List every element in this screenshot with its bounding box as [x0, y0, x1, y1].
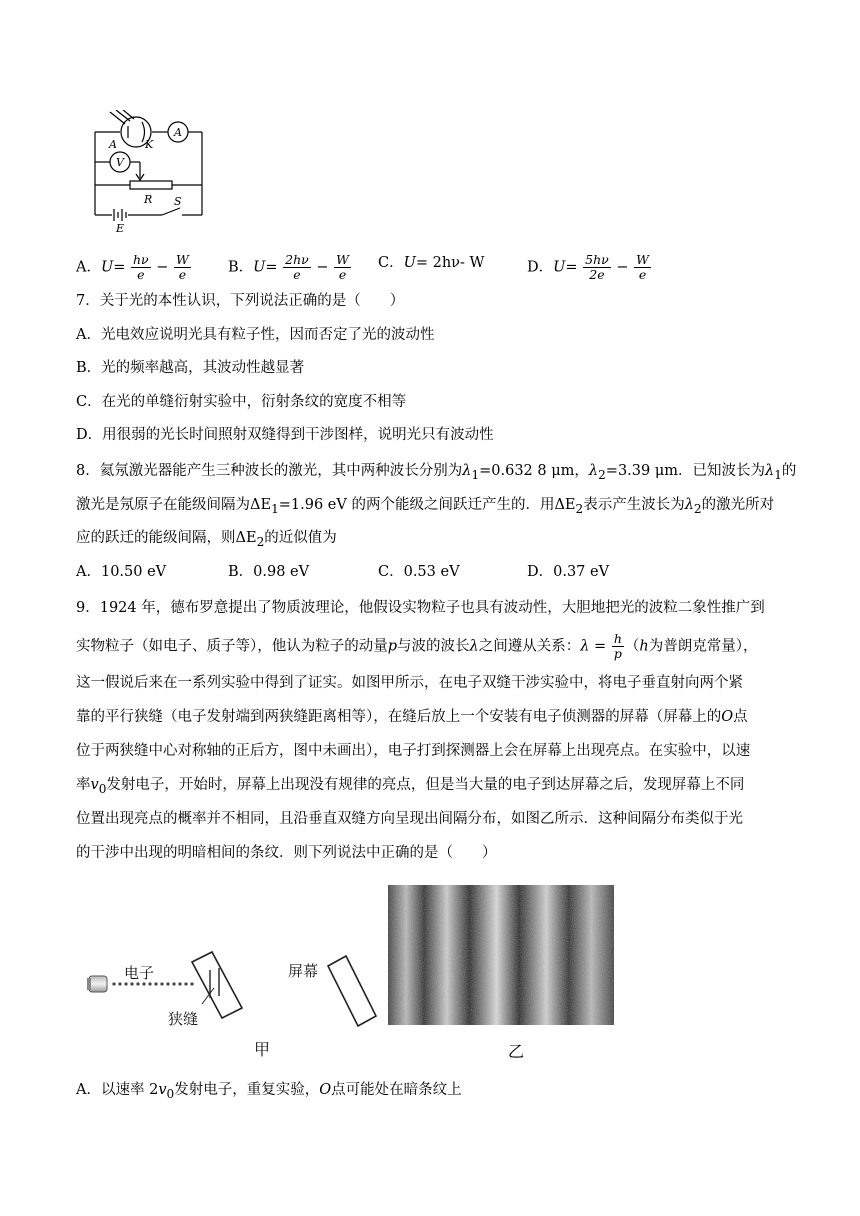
- screen-label: 屏幕: [288, 962, 319, 980]
- q8-option-c[interactable]: C．0.53 eV: [378, 564, 460, 580]
- circuit-diagram: [80, 110, 210, 235]
- q9-stem-line6: 率$v_0$发射电子，开始时，屏幕上出现没有规律的亮点，但是当大量的电子到达屏幕之后，发现屏幕上不同: [76, 777, 745, 796]
- q6-option-c[interactable]: C．U= 2hν- W: [378, 255, 485, 271]
- q7-option-c[interactable]: C．在光的单缝衍射实验中，衍射条纹的宽度不相等: [76, 394, 407, 410]
- q8-option-a[interactable]: A．10.50 eV: [76, 564, 167, 580]
- electron-label: 电子: [124, 964, 155, 982]
- q8-stem-line1: 8．氦氖激光器能产生三种波长的激光，其中两种波长分别为$\lambda_1=0.632$ 8 μm，$\lambda_2=3.39$ μm．已知波长为$\lambda_1$的: [76, 463, 797, 482]
- voltmeter-label: V: [116, 156, 124, 169]
- q8-stem-line3: 应的跃迁的能级间隔，则$\Delta E_2$的近似值为: [76, 530, 337, 549]
- q9-stem-line8: 的干涉中出现的明暗相间的条纹．则下列说法中正确的是（ ）: [76, 845, 497, 861]
- interference-pattern-image: [388, 885, 614, 1025]
- q8-option-b[interactable]: B．0.98 eV: [228, 564, 310, 580]
- q8-option-d[interactable]: D．0.37 eV: [527, 564, 610, 580]
- q9-stem-line1: 9．1924 年，德布罗意提出了物质波理论，他假设实物粒子也具有波动性，大胆地把光的波粒二象性推广到: [76, 600, 765, 616]
- electron-double-slit-diagram: [84, 890, 384, 1060]
- q9-option-a[interactable]: A．以速率 $2v_0$发射电子，重复实验，O点可能处在暗条纹上: [76, 1082, 462, 1101]
- fraction: $\frac{W}{e}$: [176, 252, 189, 282]
- q7-option-b[interactable]: B．光的频率越高，其波动性越显著: [76, 360, 305, 376]
- q9-stem-line4: 靠的平行狭缝（电子发射端到两狭缝距离相等），在缝后放上一个安装有电子侦测器的屏幕（屏幕上的O点: [76, 709, 748, 725]
- q9-stem-line5: 位于两狭缝中心对称轴的正后方，图中未画出），电子打到探测器上会在屏幕上出现亮点。在实验中，以速: [76, 743, 751, 759]
- q6-option-b[interactable]: B．U= $\frac{2h\nu}{e}$ − $\frac{W}{e}$: [228, 252, 349, 282]
- fraction: $\frac{5h\nu}{2e}$: [585, 252, 609, 282]
- q6-option-d[interactable]: D．U= $\frac{5h\nu}{2e}$ − $\frac{W}{e}$: [527, 252, 649, 282]
- q9-stem-line7: 位置出现亮点的概率并不相同，且沿垂直双缝方向呈现出间隔分布，如图乙所示．这种间隔分布类似于光: [76, 811, 743, 827]
- slit-label: 狭缝: [168, 1010, 199, 1028]
- q9-stem-line2: 实物粒子（如电子、质子等），他认为粒子的动量p与波的波长λ之间遵从关系：λ = $\frac{h}{p}$ （h为普朗克常量），: [76, 631, 758, 661]
- q9-stem-line3: 这一假说后来在一系列实验中得到了证实。如图甲所示，在电子双缝干涉实验中，将电子垂直射向两个紧: [76, 675, 743, 691]
- battery-label: E: [116, 222, 125, 235]
- fraction: $\frac{2h\nu}{e}$: [285, 252, 309, 282]
- figure-yi-label: 乙: [508, 1042, 525, 1061]
- cathode-label: K: [145, 138, 154, 151]
- q7-option-a[interactable]: A．光电效应说明光具有粒子性，因而否定了光的波动性: [76, 327, 435, 343]
- ammeter-label: A: [174, 126, 182, 139]
- fraction: $\frac{h}{p}$: [613, 631, 622, 661]
- q7-option-d[interactable]: D．用很弱的光长时间照射双缝得到干涉图样，说明光只有波动性: [76, 427, 494, 443]
- fraction: $\frac{W}{e}$: [636, 252, 649, 282]
- figure-jia-label: 甲: [254, 1040, 271, 1059]
- switch-label: S: [174, 195, 182, 208]
- rheostat-label: R: [144, 193, 153, 206]
- fraction: $\frac{h\nu}{e}$: [132, 252, 149, 282]
- fraction: $\frac{W}{e}$: [336, 252, 349, 282]
- q6-option-a[interactable]: A．U= $\frac{h\nu}{e}$ − $\frac{W}{e}$: [76, 252, 189, 282]
- q7-stem: 7．关于光的本性认识，下列说法正确的是（ ）: [76, 293, 405, 309]
- anode-label: A: [109, 138, 117, 151]
- q8-stem-line2: 激光是氖原子在能级间隔为$\Delta E_1=1.96$ eV 的两个能级之间跃迁产生的．用$\Delta E_2$表示产生波长为$\lambda_2$的激光所对: [76, 497, 775, 516]
